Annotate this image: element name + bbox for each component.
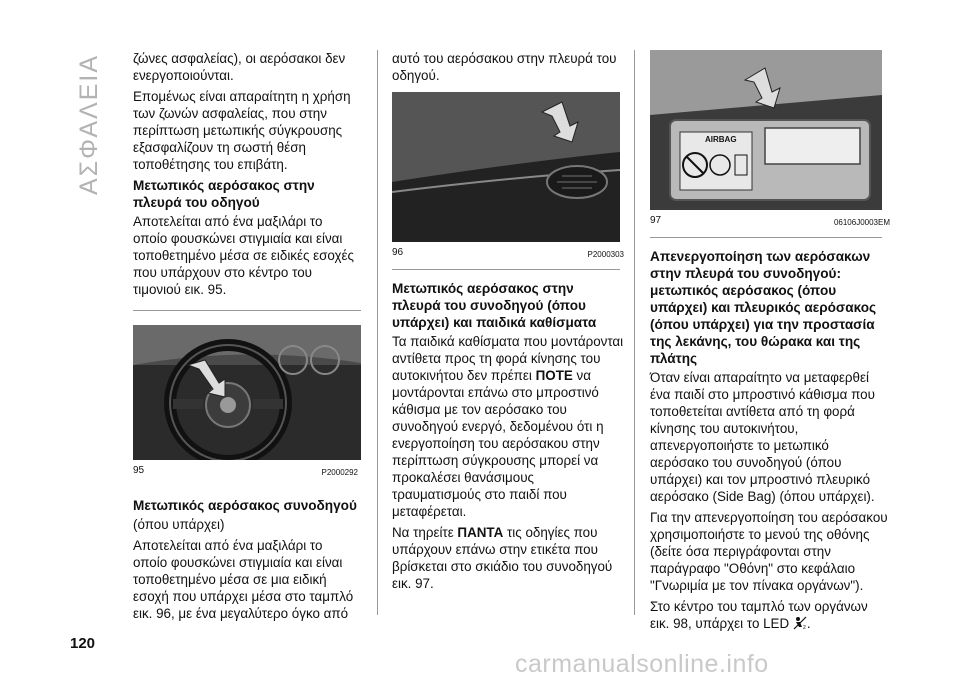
paragraph: ζώνες ασφαλείας), οι αερόσακοι δεν ενεργοποιούνται. <box>133 51 346 83</box>
emphasis: ΠΑΝΤΑ <box>457 525 504 540</box>
sun-visor-image <box>650 50 882 210</box>
paragraph: Στο κέντρο του ταμπλό των οργάνων εικ. 98, υπάρχει το LED 2 . <box>650 599 868 631</box>
figure-number: 95 <box>133 465 145 476</box>
subheading: (όπου υπάρχει) <box>133 517 225 532</box>
svg-text:2: 2 <box>802 625 806 630</box>
column-divider <box>377 50 378 615</box>
figure-number: 97 <box>650 215 662 226</box>
section-heading: Απενεργοποίηση των αερόσακων στην πλευρά του συνοδηγού: μετωπικός αερόσακος (όπου υπάρχει) και πλευρικός αερόσακος (όπου υπάρχει) για την προστασία της λεκάνης, του θώρακα και της πλάτης <box>650 249 877 366</box>
section-title-vertical: ΑΣΦΑΛΕΙΑ <box>75 53 103 195</box>
section-heading: Μετωπικός αερόσακος συνοδηγού <box>133 498 357 513</box>
text: Τα παιδικά καθίσματα που μοντάρονται αντίθετα προς τη φορά κίνησης του αυτοκινήτου δεν πρέπει <box>392 334 624 383</box>
figure-code: P2000303 <box>587 250 624 259</box>
emphasis: ΠΟΤΕ <box>535 368 573 383</box>
steering-wheel-image <box>133 325 361 460</box>
column-divider <box>634 50 635 615</box>
figure-rule <box>392 269 620 270</box>
airbag-label: AIRBAG <box>705 135 737 144</box>
column-1 <box>133 50 358 626</box>
column-3 <box>650 50 890 636</box>
figure-97 <box>650 50 890 238</box>
column-2 <box>392 50 624 596</box>
figure-caption <box>133 462 358 481</box>
paragraph: Αποτελείται από ένα μαξιλάρι το οποίο φουσκώνει στιγμιαία και είναι τοποθετημένο μέσα σε μια ειδική εσοχή που υπάρχει μέσα στο ταμπλό εικ. 96, με ένα μεγαλύτερο όγκο από <box>133 538 354 621</box>
paragraph: Αποτελείται από ένα μαξιλάρι το οποίο φουσκώνει στιγμιαία και είναι τοποθετημένο μέσα σε ειδικές εσοχές που υπάρχουν στο κέντρο του τιμονιού εικ. 95. <box>133 214 354 297</box>
page-number: 120 <box>70 635 96 652</box>
paragraph: αυτό του αερόσακου στην πλευρά του οδηγού. <box>392 51 617 83</box>
watermark: carmanualsonline.info <box>515 650 769 678</box>
section-heading: Μετωπικός αερόσακος στην πλευρά του οδηγού <box>133 178 315 210</box>
paragraph: Επομένως είναι απαραίτητη η χρήση των ζωνών ασφαλείας, που στην περίπτωση μετωπικής σύγκρουσης εξασφαλίζουν τη σωστή θέση τοποθέτησης του επιβάτη. <box>133 89 351 172</box>
text: να μοντάρονται επάνω στο μπροστινό κάθισμα με τον αερόσακο του συνοδηγού ενεργό, δεδομένου ότι η ενεργοποίηση του αερόσακου στην περίπτωση σύγκρουσης μπορεί να προκαλέσει θανάσιμους τραυματισμούς στο παιδί που μεταφέρεται. <box>392 368 604 519</box>
paragraph <box>392 333 624 520</box>
dashboard-image <box>392 92 620 242</box>
text: τις οδηγίες που υπάρχουν επάνω στην ετικέτα που βρίσκεται στο σκιάδιο του συνοδηγού εικ. 97. <box>392 525 613 591</box>
figure-code: 06106J0003EM <box>833 218 890 227</box>
figure-95 <box>133 310 358 481</box>
figure-caption <box>650 212 890 231</box>
section-heading: Μετωπικός αερόσακος στην πλευρά του συνοδηγού (όπου υπάρχει) και παιδικά καθίσματα <box>392 281 597 330</box>
paragraph: Για την απενεργοποίηση του αερόσακου χρησιμοποιήστε το μενού της οθόνης (δείτε όσα περιγράφονται στην παράγραφο "Οθόνη" στο κεφάλαιο "Γνωριμία με τον πίνακα οργάνων"). <box>650 510 888 593</box>
paragraph <box>392 524 624 592</box>
figure-96 <box>392 92 624 270</box>
airbag-off-led-icon <box>793 616 807 630</box>
figure-rule <box>133 310 361 311</box>
text: Στο κέντρο του ταμπλό των οργάνων εικ. 98, υπάρχει το LED <box>650 599 868 631</box>
figure-caption <box>392 244 624 263</box>
paragraph: Όταν είναι απαραίτητο να μεταφερθεί ένα παιδί στο μπροστινό κάθισμα που τοποθετείται αντίθετα από τη φορά κίνησης του αυτοκινήτου, απενεργοποιήστε το μετωπικό αερόσακο του συνοδηγού (όπου υπάρχει) και τον μπροστινό πλευρικό αερόσακο (Side Bag) (όπου υπάρχει). <box>650 370 875 504</box>
figure-number: 96 <box>392 247 404 258</box>
figure-rule <box>650 237 882 238</box>
text: Να τηρείτε <box>392 525 458 540</box>
figure-code: P2000292 <box>321 468 358 477</box>
